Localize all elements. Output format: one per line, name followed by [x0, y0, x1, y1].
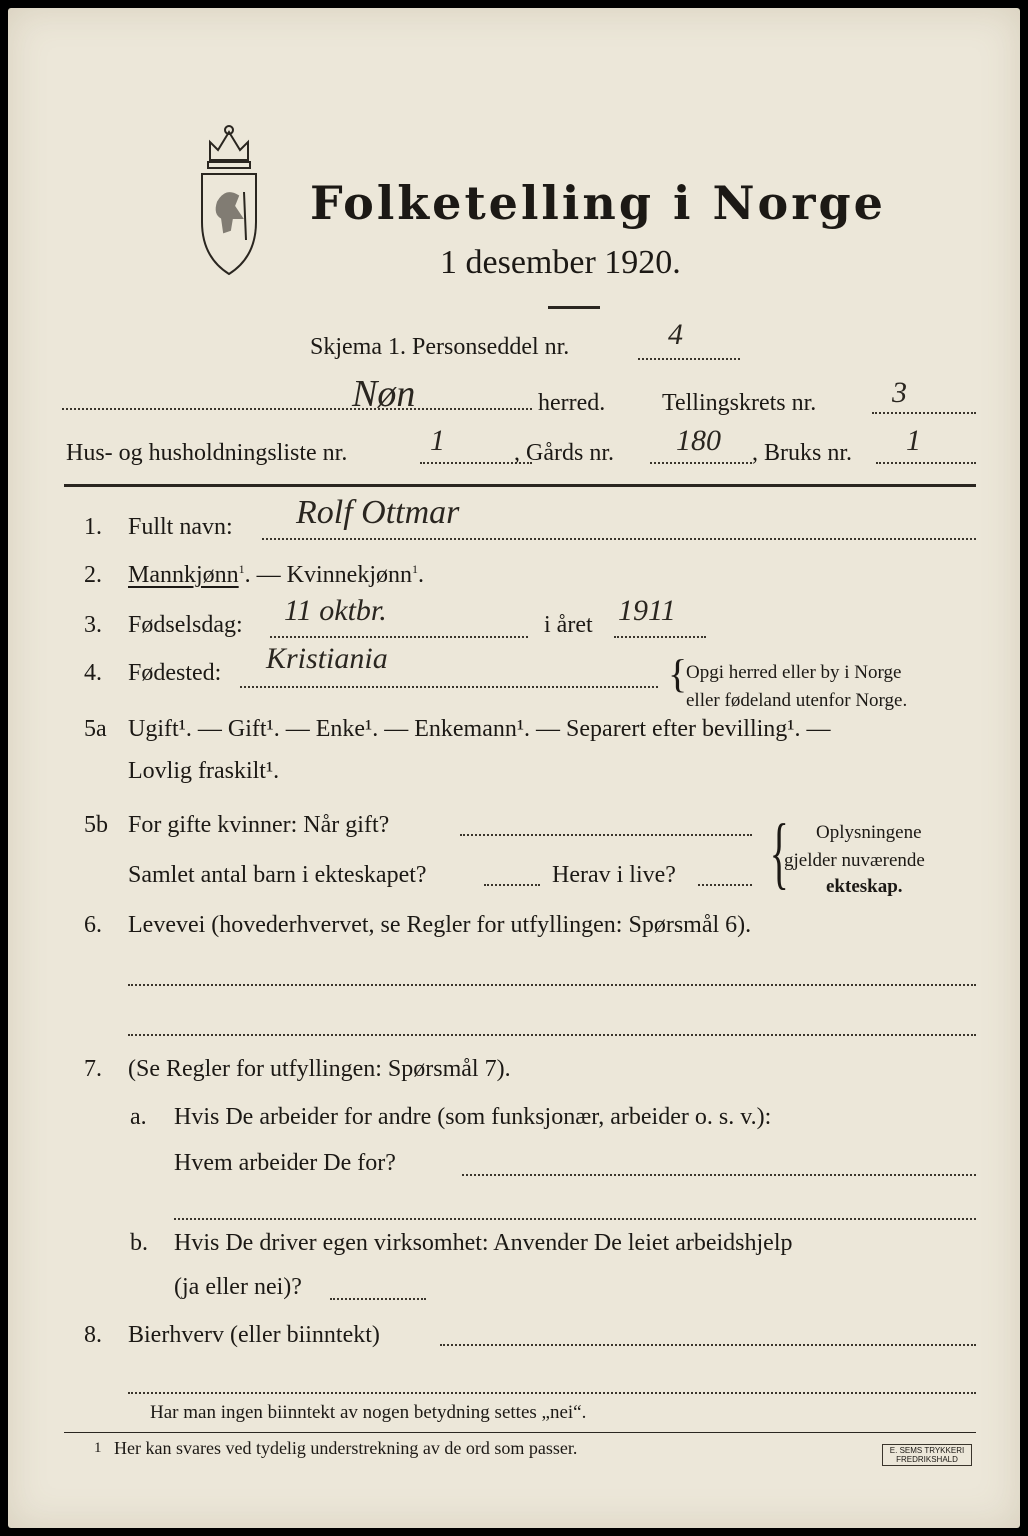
q3-year-value[interactable]: 1911: [618, 594, 676, 627]
herred-line: [62, 408, 532, 410]
gards-line: [650, 462, 752, 464]
q5b-live-line: [698, 884, 752, 886]
q3-year-line: [614, 636, 706, 638]
q1-number: 1.: [84, 514, 102, 540]
tellingskrets-label: Tellingskrets nr.: [662, 390, 817, 416]
q4-note-brace: {: [668, 651, 688, 696]
q6-line2: [128, 1034, 976, 1036]
q5b-line2a: Samlet antal barn i ekteskapet?: [128, 862, 427, 888]
q3-number: 3.: [84, 612, 102, 638]
hus-value[interactable]: 1: [430, 424, 445, 457]
q7a-answer-line2: [174, 1218, 976, 1220]
herred-label: herred.: [538, 390, 606, 416]
q1-value[interactable]: Rolf Ottmar: [296, 494, 460, 531]
q4-label: Fødested:: [128, 660, 222, 686]
census-date: 1 desember 1920.: [440, 244, 681, 281]
q8-label: Bierhverv (eller biinntekt): [128, 1322, 380, 1348]
q8-note: Har man ingen biinntekt av nogen betydning settes „nei“.: [150, 1402, 587, 1423]
q7-number: 7.: [84, 1056, 102, 1082]
q7a-answer-line: [462, 1174, 976, 1176]
form-title: Folketelling i Norge: [310, 176, 886, 230]
q7b-line2: (ja eller nei)?: [174, 1274, 302, 1300]
q3-line: [270, 636, 528, 638]
q7b-letter: b.: [130, 1230, 148, 1256]
q6-number: 6.: [84, 912, 102, 938]
q5b-line1: For gifte kvinner: Når gift?: [128, 812, 390, 838]
q5b-naar-gift-line: [460, 834, 752, 836]
q4-value[interactable]: Kristiania: [266, 642, 388, 675]
title-divider: [548, 306, 600, 309]
footnote-mark: 1: [94, 1440, 102, 1456]
schema-label: Skjema 1. Personseddel nr.: [310, 334, 570, 360]
q2-options: Mannkjønn$^1$. — Kvinnekjønn$^1$.: [128, 562, 424, 588]
q5a-options-line2[interactable]: Lovlig fraskilt¹.: [128, 758, 280, 784]
q7a-line2: Hvem arbeider De for?: [174, 1150, 396, 1176]
q7b-answer-line: [330, 1298, 426, 1300]
q7b-line1: Hvis De driver egen virksomhet: Anvender De leiet arbeidshjelp: [174, 1230, 793, 1256]
q3-value[interactable]: 11 oktbr.: [284, 594, 387, 627]
footer-divider: [64, 1432, 976, 1433]
q5b-line2b: Herav i live?: [552, 862, 676, 888]
q2-kvinnekjonn-option[interactable]: Kvinnekjønn: [286, 562, 412, 588]
q2-separator: . —: [244, 562, 287, 588]
q3-label: Fødselsdag:: [128, 612, 243, 638]
q6-line1: [128, 984, 976, 986]
q4-line: [240, 686, 658, 688]
printer-stamp: [882, 1444, 972, 1466]
header-divider: [64, 484, 976, 487]
q3-year-label: i året: [544, 612, 593, 638]
q7a-letter: a.: [130, 1104, 147, 1130]
q5b-barn-line: [484, 884, 540, 886]
printer-stamp-line1: E. SEMS TRYKKERI: [889, 1446, 965, 1455]
norwegian-coat-of-arms-icon: [188, 122, 270, 280]
q8-line2: [128, 1392, 976, 1394]
q5a-number: 5a: [84, 716, 107, 742]
q6-label: Levevei (hovederhvervet, se Regler for utfyllingen: Spørsmål 6).: [128, 912, 752, 938]
q5b-note-line2: gjelder nuværende: [784, 850, 925, 871]
footnote: Her kan svares ved tydelig understrekning av de ord som passer.: [114, 1438, 578, 1458]
q5b-note-line3: ekteskap.: [826, 876, 903, 897]
gards-value[interactable]: 180: [676, 424, 721, 457]
bruks-value[interactable]: 1: [906, 424, 921, 457]
q8-line: [440, 1344, 976, 1346]
q1-label: Fullt navn:: [128, 514, 233, 540]
q5b-number: 5b: [84, 812, 108, 838]
printer-stamp-line2: FREDRIKSHALD: [896, 1455, 958, 1464]
q7a-line1: Hvis De arbeider for andre (som funksjonær, arbeider o. s. v.):: [174, 1104, 772, 1130]
q5a-options-line1[interactable]: Ugift¹. — Gift¹. — Enke¹. — Enkemann¹. — Separert efter bevilling¹. —: [128, 716, 831, 742]
tellingskrets-value[interactable]: 3: [892, 376, 907, 409]
hus-label: Hus- og husholdningsliste nr.: [66, 440, 348, 466]
q5b-note-line1: Oplysningene: [816, 822, 922, 843]
gards-label: , Gårds nr.: [514, 440, 614, 466]
q7-label: (Se Regler for utfyllingen: Spørsmål 7).: [128, 1056, 511, 1082]
personseddel-line: [638, 358, 740, 360]
q1-line: [262, 538, 976, 540]
q2-number: 2.: [84, 562, 102, 588]
herred-value[interactable]: Nøn: [352, 373, 416, 415]
q5b-note-brace: {: [769, 809, 789, 897]
q4-note-line2: eller fødeland utenfor Norge.: [686, 690, 908, 711]
tellingskrets-line: [872, 412, 976, 414]
bruks-line: [876, 462, 976, 464]
personseddel-value[interactable]: 4: [668, 318, 683, 351]
q4-note-line1: Opgi herred eller by i Norge: [686, 662, 902, 683]
bruks-label: , Bruks nr.: [752, 440, 853, 466]
q4-number: 4.: [84, 660, 102, 686]
q8-number: 8.: [84, 1322, 102, 1348]
q2-mannkjonn-option[interactable]: Mannkjønn: [128, 562, 239, 588]
